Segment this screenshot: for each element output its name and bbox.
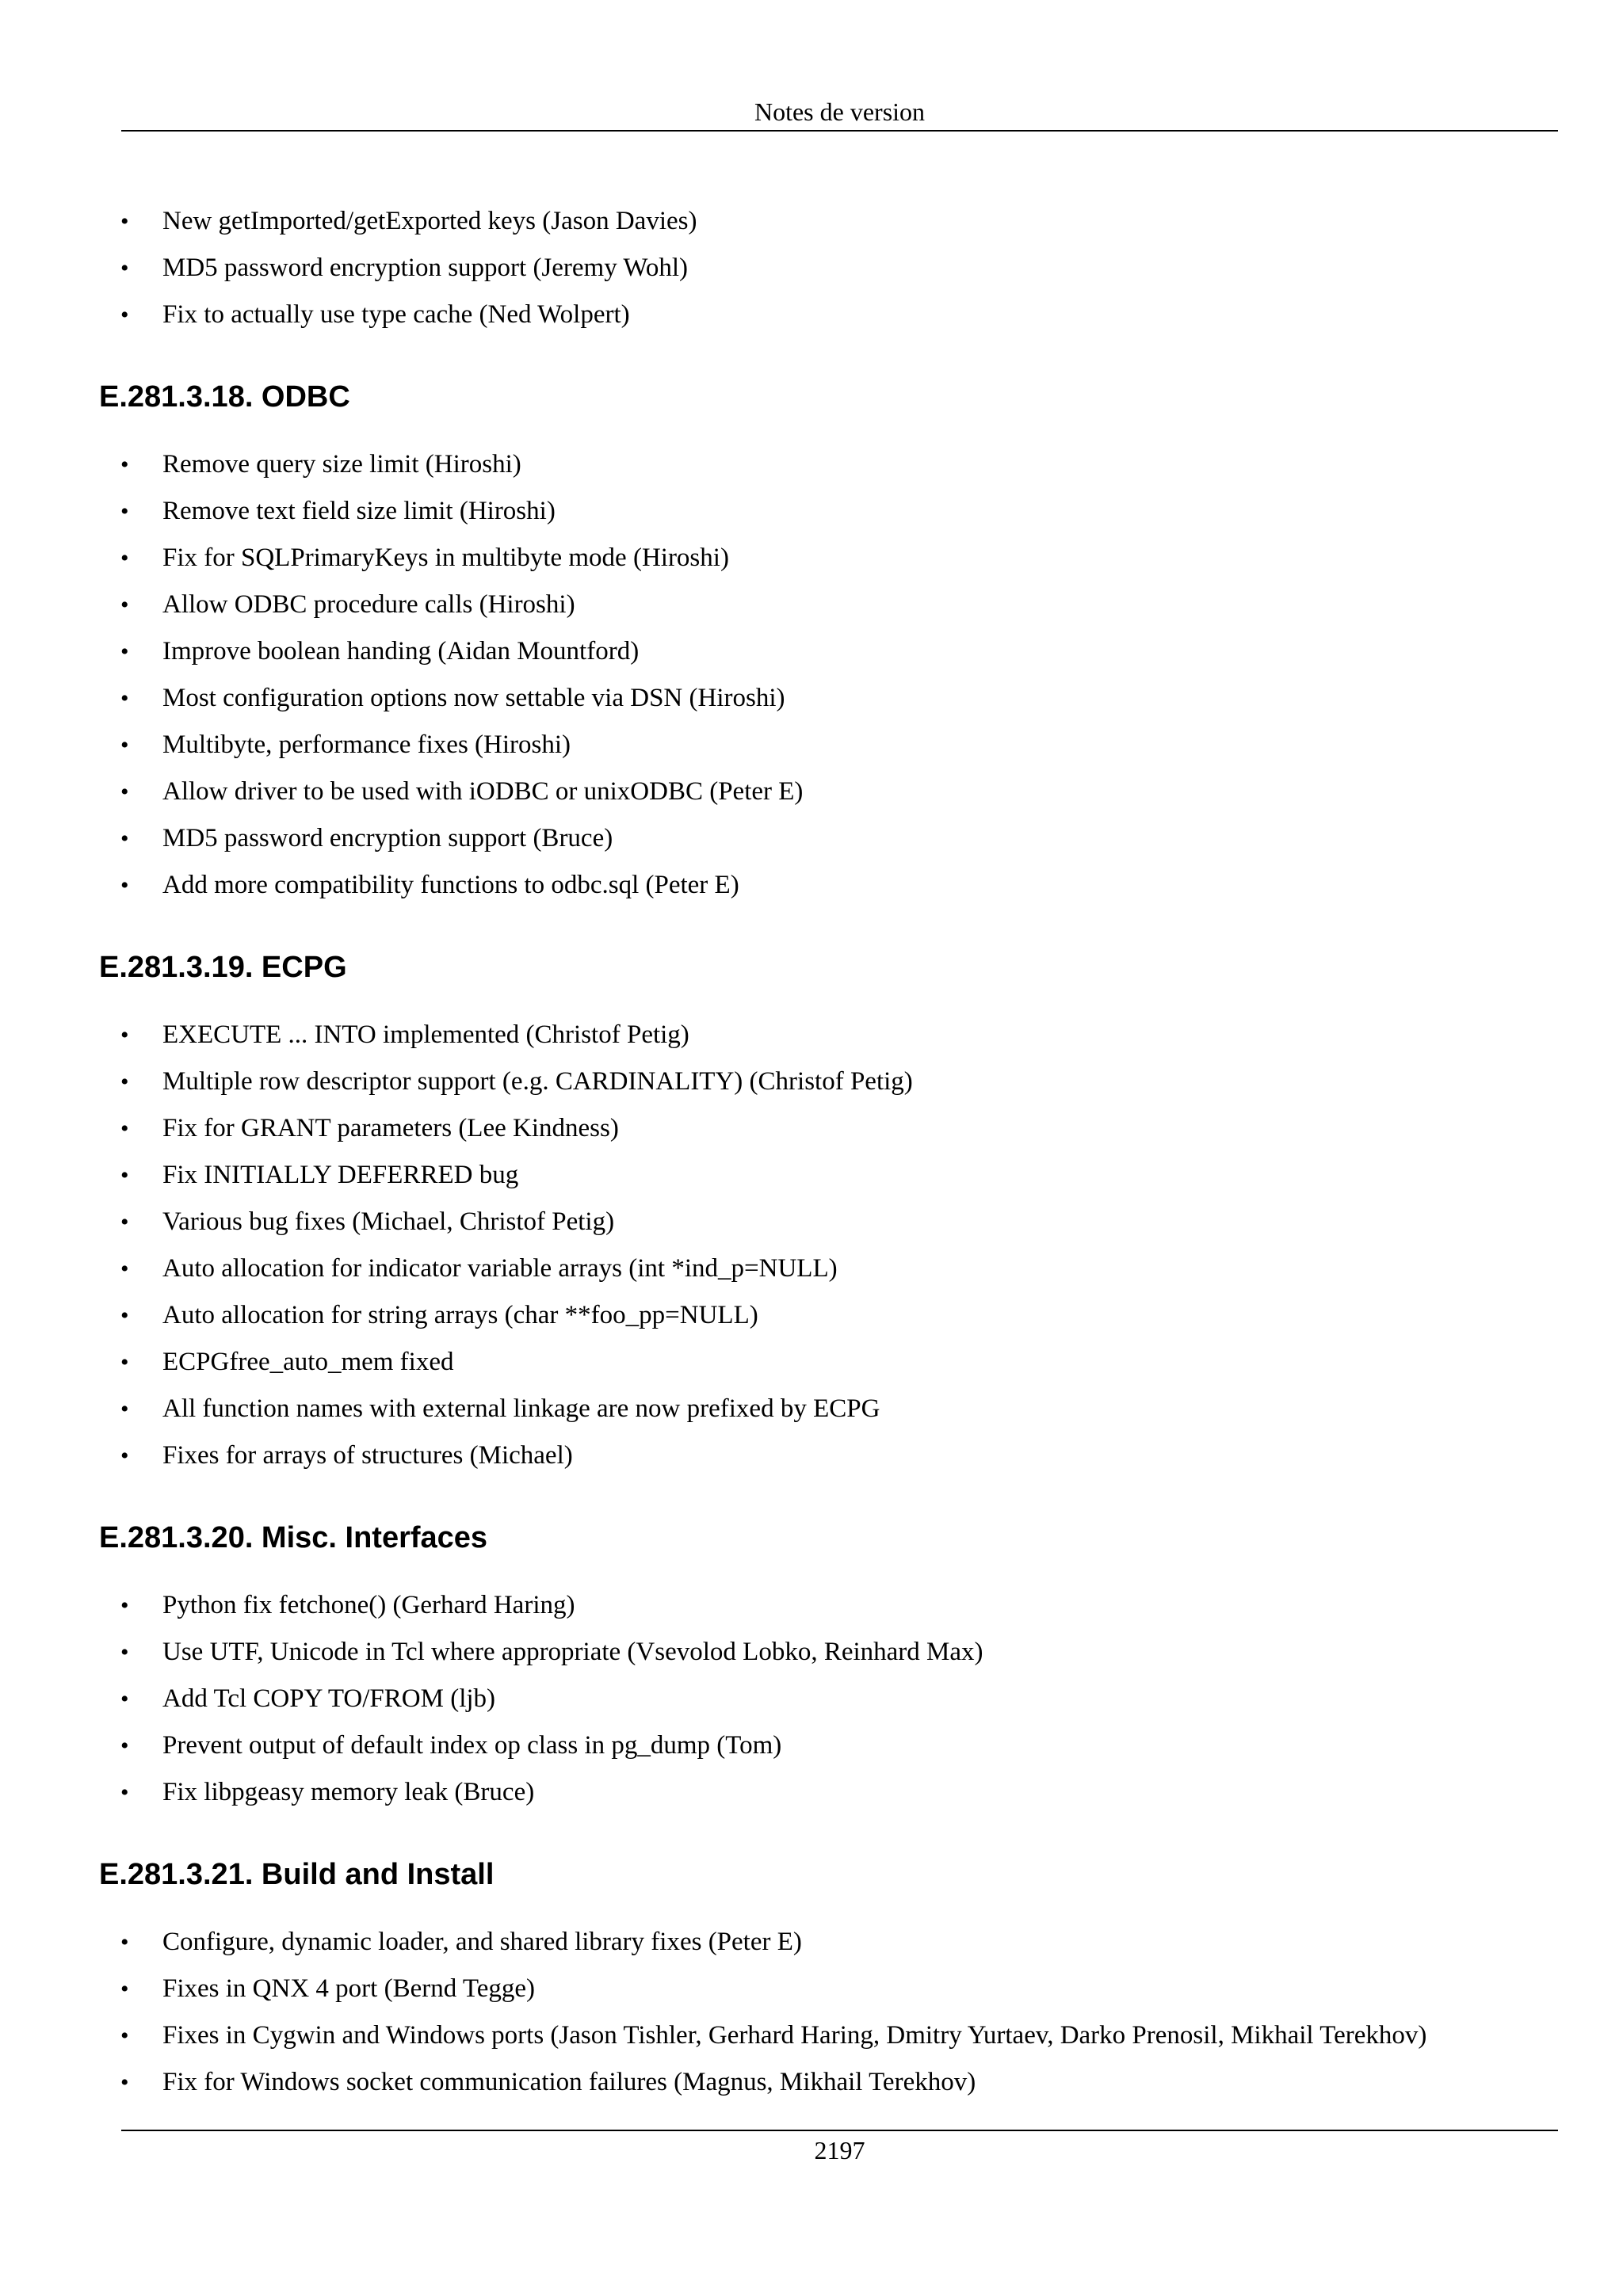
header-title: Notes de version: [754, 97, 926, 126]
list-item: • Remove text field size limit (Hiroshi): [0, 488, 1623, 535]
list-item: • Fixes in Cygwin and Windows ports (Jason Tishler, Gerhard Haring, Dmitry Yurtaev, Darko Prenosil, Mikhail Terekhov): [0, 2012, 1623, 2059]
list-item: • Python fix fetchone() (Gerhard Haring): [0, 1582, 1623, 1629]
bullet-icon: •: [120, 1396, 129, 1422]
section-title-misc-interfaces: E.281.3.20. Misc. Interfaces: [99, 1521, 488, 1554]
list-item: • Allow driver to be used with iODBC or unixODBC (Peter E): [0, 769, 1623, 815]
section-title-odbc: E.281.3.18. ODBC: [99, 380, 350, 414]
bullet-icon: •: [120, 208, 129, 235]
bullet-icon: •: [120, 1256, 129, 1282]
list-item: • Fixes for arrays of structures (Michael): [0, 1432, 1623, 1479]
bullet-icon: •: [120, 1209, 129, 1235]
odbc-list: [0, 441, 1623, 909]
bullet-icon: •: [120, 1116, 129, 1142]
section-title-ecpg: E.281.3.19. ECPG: [99, 951, 347, 984]
bullet-icon: •: [120, 1929, 129, 1955]
bullet-icon: •: [120, 545, 129, 571]
list-item: • Multiple row descriptor support (e.g. CARDINALITY) (Christof Petig): [0, 1058, 1623, 1105]
bullet-icon: •: [120, 1022, 129, 1048]
list-item: • Fix INITIALLY DEFERRED bug: [0, 1152, 1623, 1199]
list-item: • Fixes in QNX 4 port (Bernd Tegge): [0, 1966, 1623, 2012]
bullet-icon: •: [120, 452, 129, 478]
bullet-icon: •: [120, 1349, 129, 1375]
list-item: • Configure, dynamic loader, and shared library fixes (Peter E): [0, 1919, 1623, 1966]
list-item: • Auto allocation for string arrays (char **foo_pp=NULL): [0, 1292, 1623, 1339]
list-item: • Remove query size limit (Hiroshi): [0, 441, 1623, 488]
bullet-icon: •: [120, 779, 129, 805]
page-number: 2197: [814, 2136, 865, 2164]
bullet-icon: •: [120, 2023, 129, 2049]
ecpg-list: [0, 1012, 1623, 1479]
bullet-icon: •: [120, 732, 129, 758]
bullet-icon: •: [120, 826, 129, 852]
bullet-icon: •: [120, 1779, 129, 1806]
bullet-icon: •: [120, 1162, 129, 1188]
bullet-icon: •: [120, 1302, 129, 1329]
list-item: • Fix to actually use type cache (Ned Wolpert): [0, 292, 1623, 338]
bullet-icon: •: [120, 2069, 129, 2096]
bullet-icon: •: [120, 592, 129, 618]
bullet-icon: •: [120, 1443, 129, 1469]
bullet-icon: •: [120, 1976, 129, 2002]
build-install-list: [0, 1919, 1623, 2106]
misc-interfaces-list: [0, 1582, 1623, 1816]
list-item: • Fix libpgeasy memory leak (Bruce): [0, 1769, 1623, 1816]
bullet-icon: •: [120, 1733, 129, 1759]
list-item: • Prevent output of default index op class in pg_dump (Tom): [0, 1722, 1623, 1769]
bullet-icon: •: [120, 1639, 129, 1665]
bullet-icon: •: [120, 498, 129, 524]
bullet-icon: •: [120, 639, 129, 665]
list-item: • MD5 password encryption support (Jeremy Wohl): [0, 245, 1623, 292]
bullet-icon: •: [120, 302, 129, 328]
section-title-build-install: E.281.3.21. Build and Install: [99, 1858, 495, 1891]
bullet-icon: •: [120, 872, 129, 898]
list-item: • Fix for SQLPrimaryKeys in multibyte mode (Hiroshi): [0, 535, 1623, 582]
bullet-icon: •: [120, 1069, 129, 1095]
list-item: • EXECUTE ... INTO implemented (Christof Petig): [0, 1012, 1623, 1058]
bullet-icon: •: [120, 685, 129, 711]
list-item: • MD5 password encryption support (Bruce): [0, 815, 1623, 862]
list-item: • Add Tcl COPY TO/FROM (ljb): [0, 1676, 1623, 1722]
list-item: • Use UTF, Unicode in Tcl where appropriate (Vsevolod Lobko, Reinhard Max): [0, 1629, 1623, 1676]
page-header: [121, 93, 1558, 132]
list-item: • Multibyte, performance fixes (Hiroshi): [0, 722, 1623, 769]
intro-list: [0, 198, 1623, 338]
page-content: [0, 198, 1623, 2106]
page-footer: [121, 2130, 1558, 2169]
list-item: • Add more compatibility functions to odbc.sql (Peter E): [0, 862, 1623, 909]
bullet-icon: •: [120, 1592, 129, 1619]
list-item: • Improve boolean handing (Aidan Mountford): [0, 628, 1623, 675]
bullet-icon: •: [120, 1686, 129, 1712]
list-item: • New getImported/getExported keys (Jason Davies): [0, 198, 1623, 245]
list-item: • Allow ODBC procedure calls (Hiroshi): [0, 582, 1623, 628]
list-item: • Various bug fixes (Michael, Christof Petig): [0, 1199, 1623, 1245]
list-item: • Fix for GRANT parameters (Lee Kindness): [0, 1105, 1623, 1152]
list-item: • Fix for Windows socket communication failures (Magnus, Mikhail Terekhov): [0, 2059, 1623, 2106]
bullet-icon: •: [120, 255, 129, 281]
list-item: • ECPGfree_auto_mem fixed: [0, 1339, 1623, 1386]
list-item: • Auto allocation for indicator variable arrays (int *ind_p=NULL): [0, 1245, 1623, 1292]
list-item: • Most configuration options now settable via DSN (Hiroshi): [0, 675, 1623, 722]
list-item: • All function names with external linkage are now prefixed by ECPG: [0, 1386, 1623, 1432]
